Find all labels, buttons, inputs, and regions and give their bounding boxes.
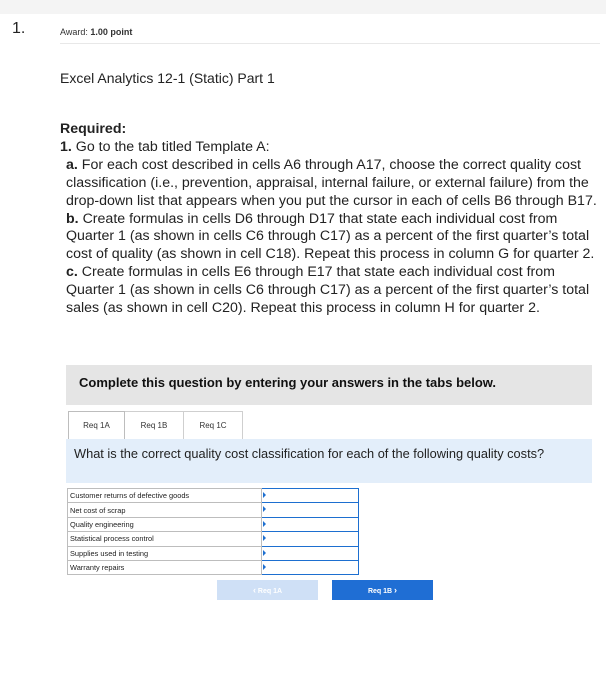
- prev-button: [217, 580, 318, 600]
- cost-label: Warranty repairs: [68, 560, 262, 574]
- header-divider: [60, 43, 600, 44]
- part-b: [60, 211, 600, 265]
- step-number: 1.: [60, 138, 72, 155]
- part-text: Create formulas in cells D6 through D17 that state each individual cost from Quarter 1 (as shown in cells C6 through C17) as a percent of the first quarter’s total cost of quality (as shown in cell C18). Repeat this process in column G for quarter 2.: [66, 210, 595, 263]
- classification-dropdown[interactable]: [262, 532, 359, 546]
- question-title: Excel Analytics 12-1 (Static) Part 1: [60, 70, 275, 86]
- step-text: Go to the tab titled Template A:: [75, 138, 270, 155]
- cost-label: Supplies used in testing: [68, 546, 262, 560]
- classification-dropdown[interactable]: [262, 560, 359, 574]
- table-row: [68, 532, 359, 546]
- award-prefix: Award:: [60, 27, 88, 37]
- part-c: [60, 264, 600, 318]
- part-a: [60, 157, 600, 211]
- top-strip: [0, 0, 606, 14]
- table-row: [68, 546, 359, 560]
- next-button[interactable]: [332, 580, 433, 600]
- chevron-left-icon: ‹: [252, 585, 256, 595]
- part-text: Create formulas in cells E6 through E17 that state each individual cost from Quarter 1 (as shown in cells C6 through C17) as a percent of the first quarter’s total sales (as shown in cell C20). Repeat this process in column H for quarter 2.: [66, 264, 590, 317]
- answer-table: [67, 488, 359, 575]
- cost-label: Net cost of scrap: [68, 503, 262, 517]
- classification-dropdown[interactable]: [262, 489, 359, 503]
- next-label: Req 1B: [367, 588, 393, 595]
- award-info: [60, 27, 132, 37]
- table-row: [68, 489, 359, 503]
- classification-dropdown[interactable]: [262, 546, 359, 560]
- part-text: For each cost described in cells A6 through A17, choose the correct quality cost classification (i.e., prevention, appraisal, internal failure, or external failure) from the drop-down list that appears when you put the cursor in each of cells B6 through B17.: [66, 156, 597, 209]
- question-number: 1.: [12, 20, 26, 37]
- table-row: [68, 560, 359, 574]
- part-letter: b.: [66, 210, 79, 227]
- tab-req-1a[interactable]: Req 1A: [68, 411, 125, 439]
- classification-dropdown[interactable]: [262, 503, 359, 517]
- part-letter: c.: [66, 264, 78, 281]
- cost-label: Statistical process control: [68, 532, 262, 546]
- chevron-right-icon: ›: [394, 585, 398, 595]
- cost-label: Customer returns of defective goods: [68, 489, 262, 503]
- instructions-banner: Complete this question by entering your answers in the tabs below.: [66, 365, 592, 405]
- required-instructions: [60, 121, 600, 318]
- table-row: [68, 503, 359, 517]
- tab-req-1b[interactable]: Req 1B: [125, 411, 184, 439]
- prev-label: Req 1A: [257, 588, 283, 595]
- cost-label: Quality engineering: [68, 517, 262, 531]
- tab-req-1c[interactable]: Req 1C: [184, 411, 243, 439]
- award-value: 1.00 point: [90, 27, 133, 37]
- classification-dropdown[interactable]: [262, 517, 359, 531]
- part-letter: a.: [66, 156, 78, 173]
- question-panel: What is the correct quality cost classification for each of the following quality costs?: [66, 439, 592, 483]
- step-1: [60, 139, 600, 157]
- required-label: Required:: [60, 121, 127, 137]
- table-row: [68, 517, 359, 531]
